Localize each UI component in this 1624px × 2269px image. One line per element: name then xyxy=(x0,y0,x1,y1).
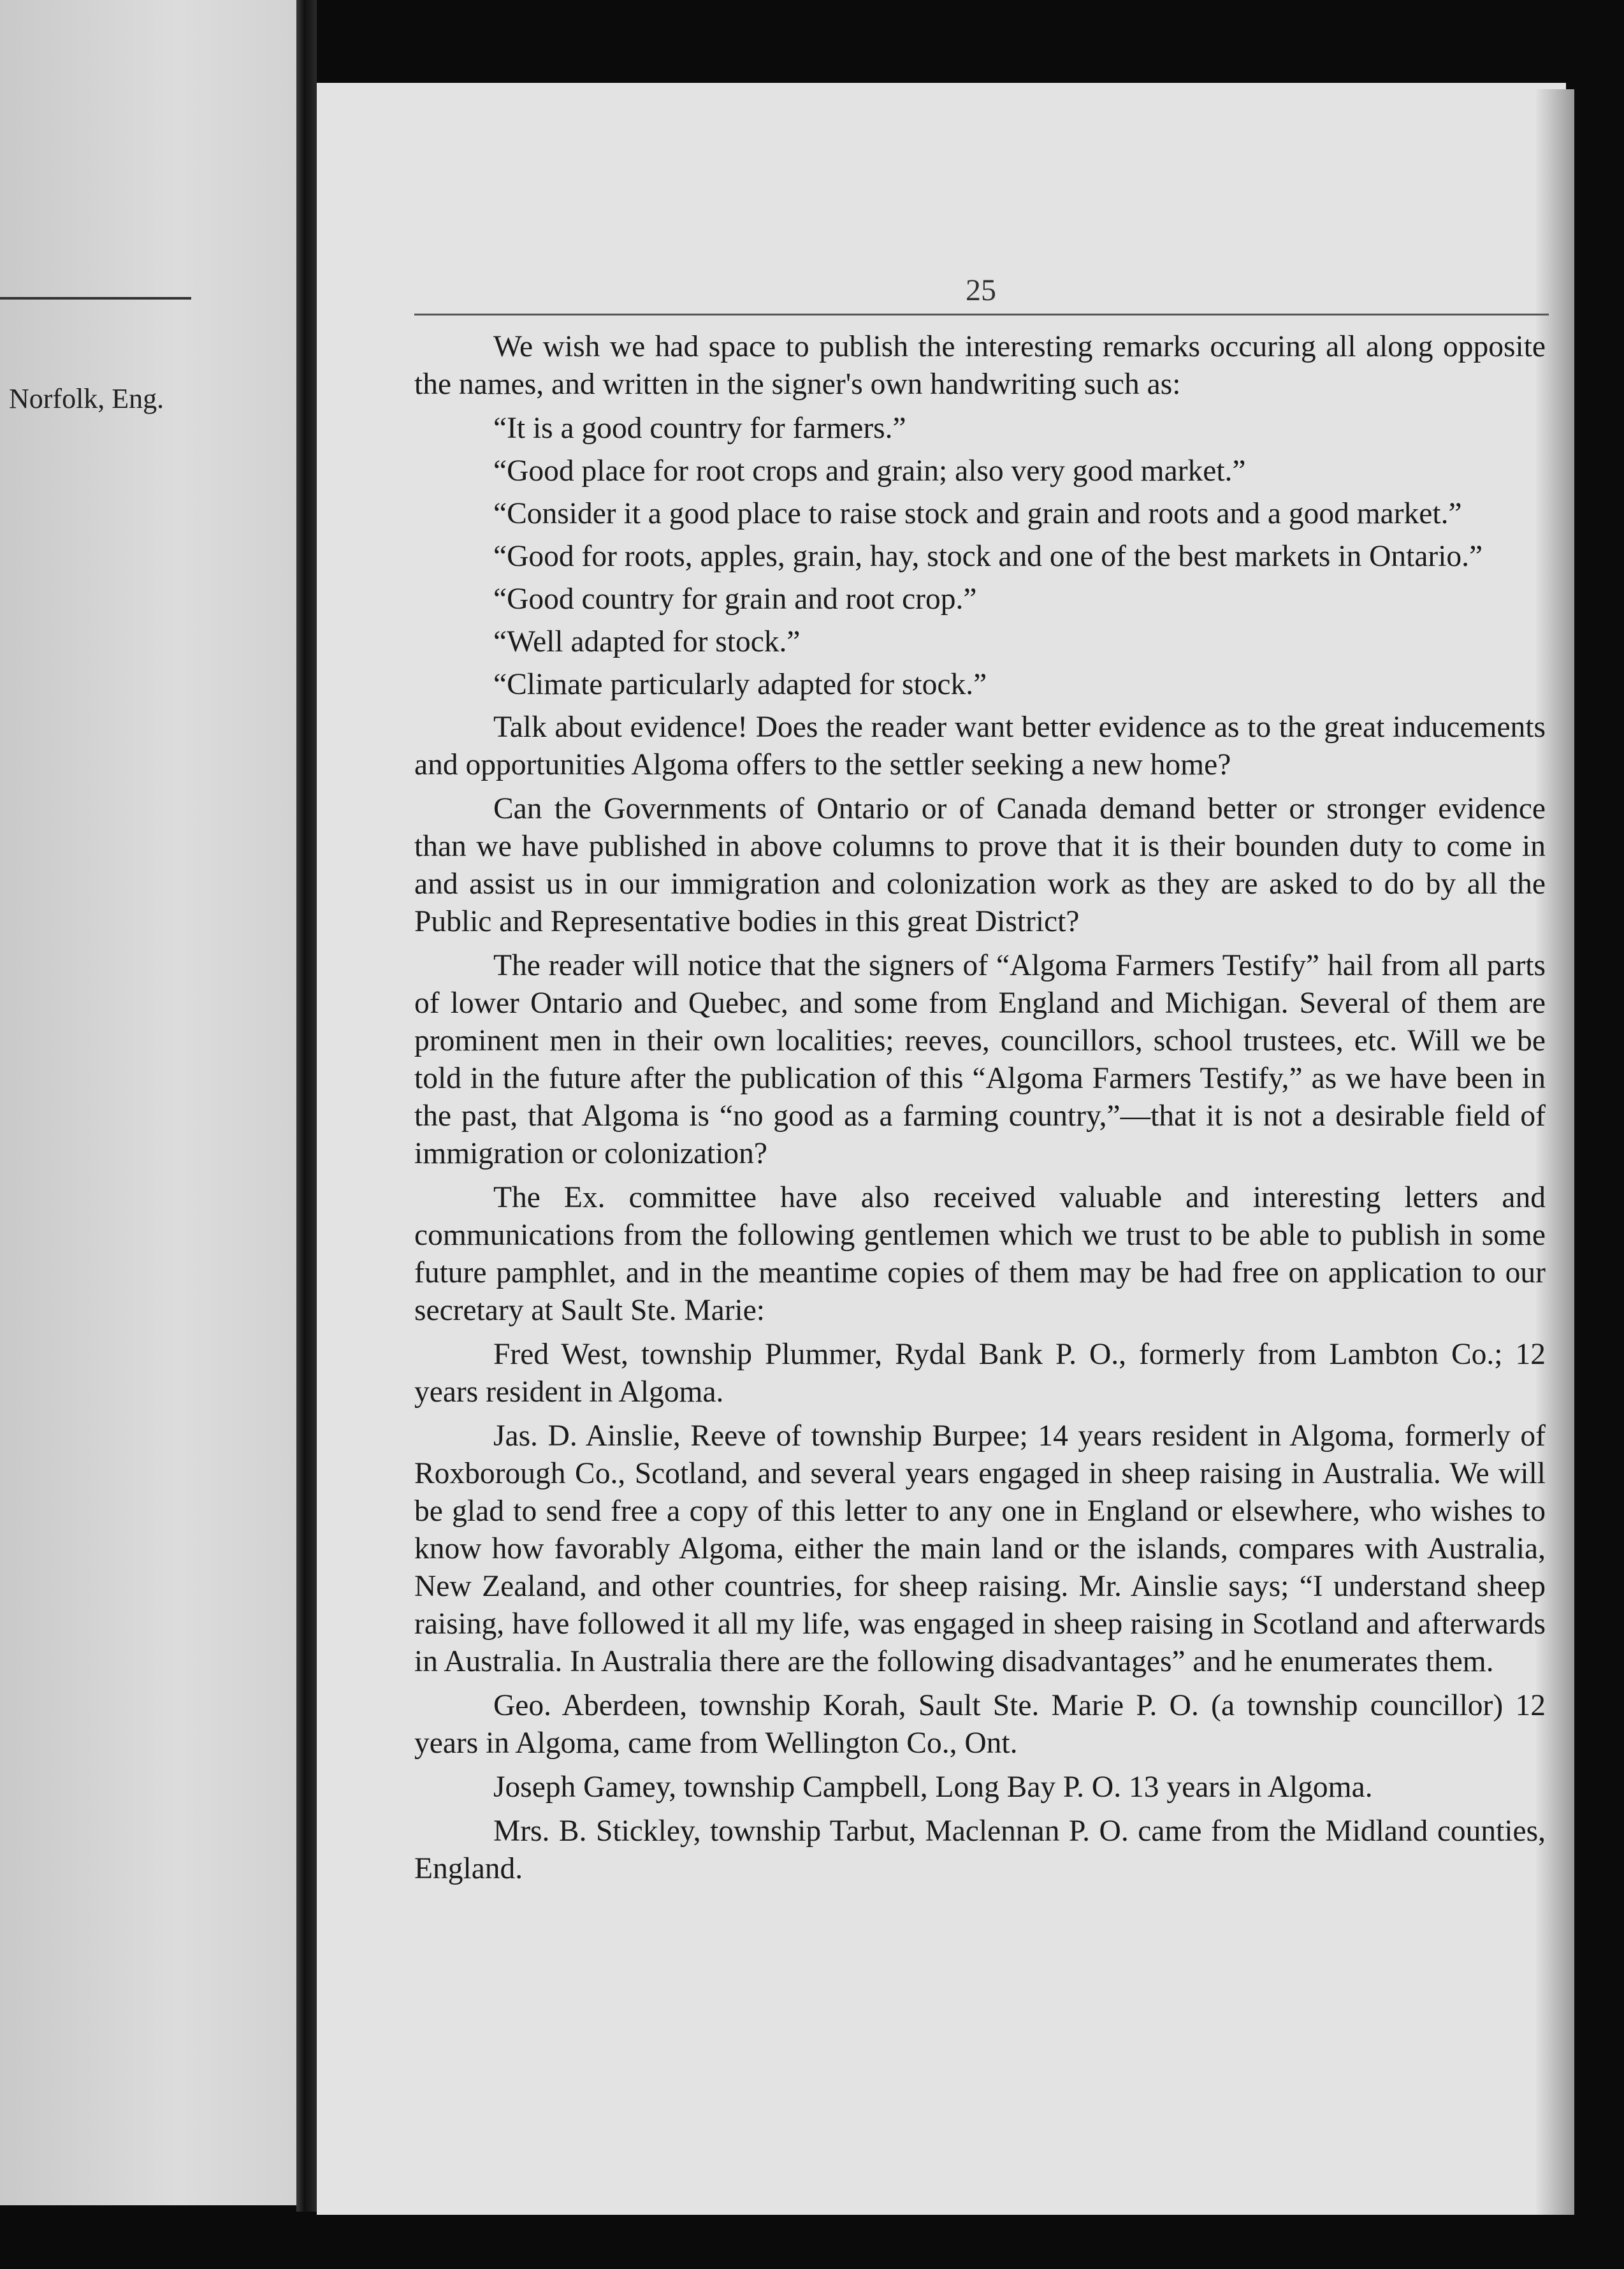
paragraph: The Ex. committee have also received valuable and interesting letters and communications from the following gentlemen which we trust to be able to publish in some future pamphlet, and in the meantime copies of them may be had free on application to our secretary at Sault Ste. Marie: xyxy=(414,1181,1546,1327)
book-gutter xyxy=(296,0,317,2212)
paragraph: Joseph Gamey, township Campbell, Long Bay P. O. 13 years in Algoma. xyxy=(493,1771,1373,1804)
left-page xyxy=(0,0,296,2205)
paragraph: We wish we had space to publish the interesting remarks occuring all along opposite the names, and written in the signer's own handwriting such as: xyxy=(414,330,1546,401)
paragraph: Mrs. B. Stickley, township Tarbut, Maclennan P. O. came from the Midland counties, England. xyxy=(414,1815,1546,1885)
quote: “It is a good country for farmers.” xyxy=(493,412,906,445)
quote: “Well adapted for stock.” xyxy=(493,625,801,658)
paragraph: Can the Governments of Ontario or of Canada demand better or stronger evidence than we have published in above columns to prove that it is their bounden duty to come in and assist us in our immigration and colonization work as they are asked to do by all the Public and Representative bodies in this great District? xyxy=(414,792,1546,938)
paragraph: Jas. D. Ainslie, Reeve of township Burpee; 14 years resident in Algoma, formerly of Roxborough Co., Scotland, and several years engaged in sheep raising in Australia. We will be glad to send free a copy of this letter to any one in England or elsewhere, who wishes to know how favorably Algoma, either the main land or the islands, compares with Australia, New Zealand, and other countries, for sheep raising. Mr. Ainslie says; “I understand sheep raising, have followed it all my life, was engaged in sheep raising in Scotland and afterwards in Australia. In Australia there are the following disadvantages” and he enumerates them. xyxy=(414,1419,1546,1678)
quote: “Consider it a good place to raise stock and grain and roots and a good market.” xyxy=(493,497,1462,530)
quote: “Good place for root crops and grain; also very good market.” xyxy=(493,454,1246,488)
body-text xyxy=(414,328,1546,1894)
left-page-rule xyxy=(0,297,191,300)
page-number: 25 xyxy=(966,273,996,307)
paragraph: Talk about evidence! Does the reader want better evidence as to the great inducements and opportunities Algoma offers to the settler seeking a new home? xyxy=(414,711,1546,781)
paragraph: Geo. Aberdeen, township Korah, Sault Ste. Marie P. O. (a township councillor) 12 years in Algoma, came from Wellington Co., Ont. xyxy=(414,1689,1546,1760)
paragraph: The reader will notice that the signers of “Algoma Farmers Testify” hail from all parts of lower Ontario and Quebec, and some from England and Michigan. Several of them are prominent men in their own localities; reeves, councillors, school trustees, etc. Will we be told in the future after the publication of this “Algoma Farmers Testify,” as we have been in the past, that Algoma is “no good as a farming country,”—that it is not a desirable field of immigration or colonization? xyxy=(414,949,1546,1170)
header-rule xyxy=(414,314,1549,315)
quote: “Climate particularly adapted for stock.” xyxy=(493,668,987,701)
paragraph: Fred West, township Plummer, Rydal Bank P. O., formerly from Lambton Co.; 12 years resident in Algoma. xyxy=(414,1338,1546,1409)
left-page-text: Norfolk, Eng. xyxy=(9,383,164,414)
quote: “Good for roots, apples, grain, hay, stock and one of the best markets in Ontario.” xyxy=(493,540,1483,573)
quote: “Good country for grain and root crop.” xyxy=(493,583,977,616)
